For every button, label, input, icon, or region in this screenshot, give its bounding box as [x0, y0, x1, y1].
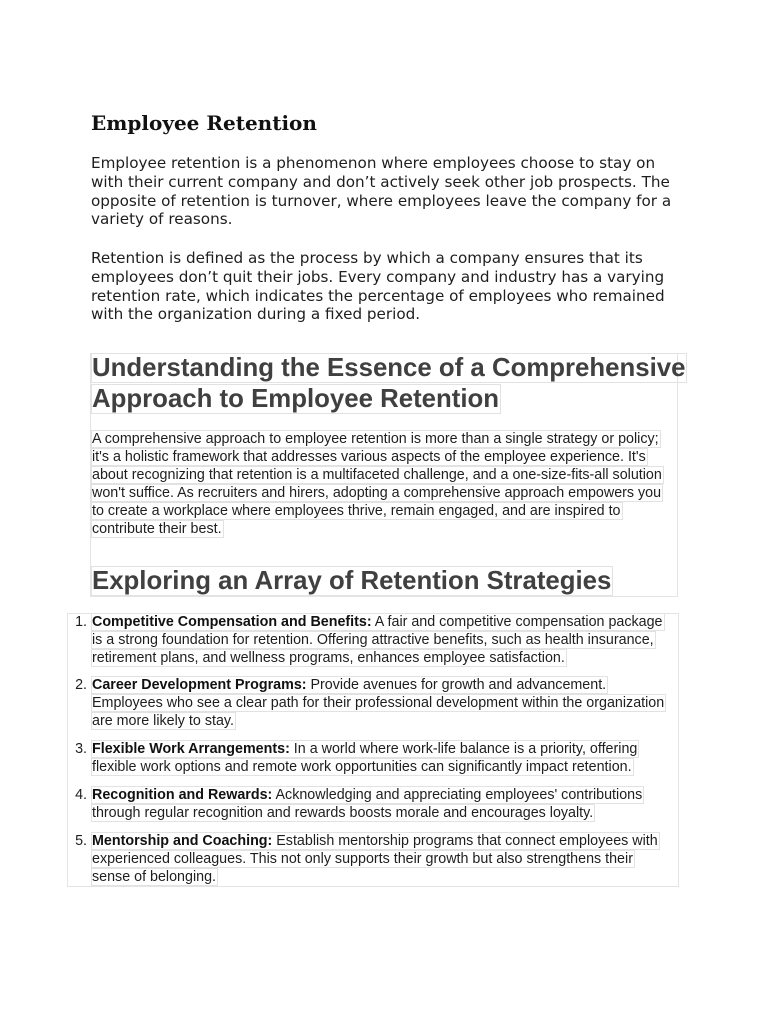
list-item-number: 1.	[75, 614, 87, 630]
list-item-number: 2.	[75, 677, 87, 693]
section-heading-text: Understanding the Essence of a Comprehensive Approach to Employee Retention	[92, 354, 686, 413]
list-item-highlight	[91, 740, 639, 776]
list-item	[67, 614, 679, 668]
list-item-text: Provide avenues for growth and advancement. Employees who see a clear path for their professional development within the organization are more likely to stay.	[92, 677, 665, 729]
section-heading-comprehensive-approach	[91, 353, 691, 414]
list-item-number: 5.	[75, 833, 87, 849]
intro-paragraph-2: Retention is defined as the process by which a company ensures that its employees don’t quit their jobs. Every company and industry has a varying retention rate, which indicates the percentage of employees who remained with the organization during a fixed period.	[91, 249, 665, 324]
list-item-content	[91, 677, 675, 731]
section-paragraph-text: A comprehensive approach to employee retention is more than a single strategy or policy; it's a holistic framework that addresses various aspects of the employee experience. It's about recognizing that retention is a multifaceted challenge, and a one-size-fits-all solution won't suffice. As recruiters and hirers, adopting a comprehensive approach empowers you to create a workplace where employees thrive, remain engaged, and are inspired to contribute their best.	[92, 431, 662, 537]
list-item-number: 4.	[75, 787, 87, 803]
list-item	[67, 833, 679, 887]
list-item-content	[91, 787, 675, 823]
list-item-highlight	[91, 613, 665, 667]
list-item-content	[91, 614, 675, 668]
list-item-title: Mentorship and Coaching:	[92, 833, 273, 849]
list-item-text: Acknowledging and appreciating employees' contributions through regular recognition and rewards boosts morale and encourages loyalty.	[92, 787, 643, 821]
list-item-text: A fair and competitive compensation package is a strong foundation for retention. Offering attractive benefits, such as health insurance, retirement plans, and wellness programs, enhances employee satisfaction.	[92, 614, 663, 666]
list-item	[67, 787, 679, 823]
list-item-highlight	[91, 676, 666, 730]
list-item-title: Competitive Compensation and Benefits:	[92, 614, 372, 630]
document-title: Employee Retention	[91, 111, 317, 135]
list-item-text: In a world where work-life balance is a priority, offering flexible work options and remote work opportunities can significantly impact retention.	[92, 741, 638, 775]
section-paragraph-comprehensive-approach	[91, 431, 675, 538]
list-item-title: Recognition and Rewards:	[92, 787, 273, 803]
section-heading-text: Exploring an Array of Retention Strategies	[92, 567, 612, 595]
list-item-content	[91, 741, 675, 777]
list-item-text: Establish mentorship programs that connect employees with experienced colleagues. This not only supports their growth but also strengthens their sense of belonging.	[92, 833, 658, 885]
list-item-highlight	[91, 832, 660, 886]
list-item-number: 3.	[75, 741, 87, 757]
list-item-content	[91, 833, 675, 887]
intro-paragraph-1: Employee retention is a phenomenon where employees choose to stay on with their current company and don’t actively seek other job prospects. The opposite of retention is turnover, where employees leave the company for a variety of reasons.	[91, 154, 672, 229]
list-item-title: Flexible Work Arrangements:	[92, 741, 290, 757]
list-item-highlight	[91, 786, 644, 822]
list-item-title: Career Development Programs:	[92, 677, 307, 693]
list-item	[67, 741, 679, 777]
section-heading-retention-strategies	[91, 566, 691, 597]
list-item	[67, 677, 679, 731]
